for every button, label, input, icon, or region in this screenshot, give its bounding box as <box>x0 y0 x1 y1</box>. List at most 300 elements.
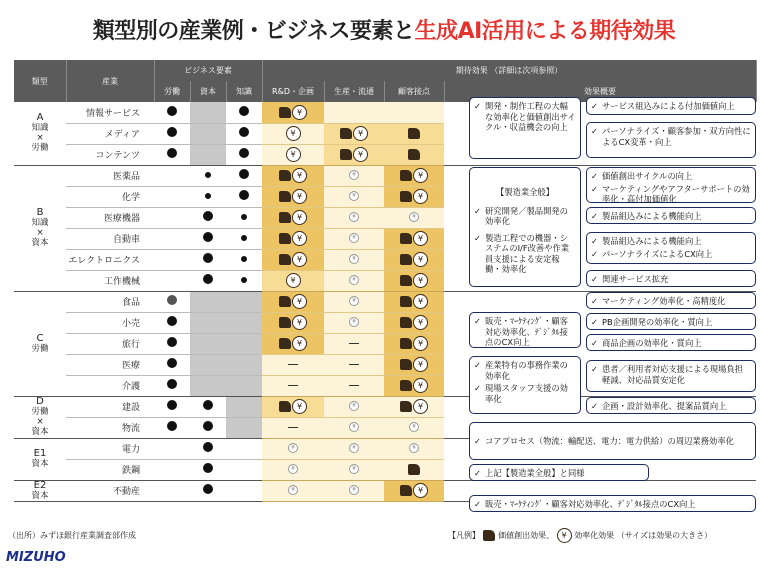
yen-coin-icon: ¥ <box>288 485 298 495</box>
effect-cell <box>384 417 444 438</box>
title-accent: 生成AI活用による期待効果 <box>414 19 676 44</box>
industry-name: 電力 <box>66 438 154 459</box>
effect-cell <box>262 270 324 291</box>
callout-e1: ✓ 上記【製造業全般】と同様 <box>469 464 649 481</box>
biz-cell <box>154 165 190 186</box>
category-sub: × <box>36 417 44 427</box>
industry-name: 旅行 <box>66 333 154 354</box>
category-code: E2 <box>33 479 47 491</box>
yen-coin-icon: ¥ <box>349 254 359 264</box>
biz-cell <box>190 249 226 270</box>
dot-icon <box>203 211 213 221</box>
thumbs-up-icon <box>279 317 291 328</box>
biz-cell <box>190 102 226 123</box>
dot-icon <box>239 169 249 179</box>
effect-cell <box>384 249 444 270</box>
effect-cell <box>262 207 324 228</box>
callout-a-r1: ✓ サービス組込みによる付加価値向上 <box>586 97 756 115</box>
biz-cell <box>154 144 190 165</box>
effect-cell <box>262 375 324 396</box>
biz-cell <box>190 228 226 249</box>
effect-cell <box>384 396 444 417</box>
category-sub: 知識 <box>31 218 49 228</box>
header-capital: 資本 <box>190 81 226 102</box>
category-cell <box>14 480 66 501</box>
biz-cell <box>226 459 262 480</box>
category-code: E1 <box>33 448 47 459</box>
thumbs-up-icon <box>400 296 412 307</box>
yen-coin-icon: ¥ <box>349 464 359 474</box>
dot-icon <box>167 127 177 137</box>
biz-cell <box>154 375 190 396</box>
industry-name: 食品 <box>66 291 154 312</box>
effect-cell <box>262 144 324 165</box>
biz-cell <box>226 291 262 312</box>
industry-name: 化学 <box>66 186 154 207</box>
biz-cell <box>154 396 190 417</box>
biz-cell <box>154 417 190 438</box>
thumbs-up-icon <box>408 464 420 475</box>
thumbs-up-icon <box>408 149 420 160</box>
effect-cell <box>262 165 324 186</box>
callout-e2: ✓ 販売・ﾏｰｹﾃｨﾝｸﾞ・顧客対応効率化、ﾃﾞｼﾞﾀﾙ接点のCX向上 <box>469 495 756 512</box>
yen-coin-icon: ¥ <box>349 401 359 411</box>
biz-cell <box>190 144 226 165</box>
effect-cell <box>324 207 384 228</box>
effect-cell <box>384 354 444 375</box>
callout-c-left2: ✓ 産業特有の事務作業の効率化 ✓ 現場スタッフ支援の効率化 <box>469 356 581 414</box>
industry-name: 介護 <box>66 375 154 396</box>
biz-cell <box>226 417 262 438</box>
callout-d-wide: ✓ コアプロセス（物流：輸配送、電力：電力供給）の周辺業務効率化 <box>469 422 756 460</box>
dot-icon <box>241 256 247 262</box>
effect-cell <box>384 165 444 186</box>
thumbs-up-icon <box>400 338 412 349</box>
biz-cell <box>226 102 262 123</box>
industry-name: 建設 <box>66 396 154 417</box>
biz-cell <box>226 312 262 333</box>
yen-coin-icon: ¥ <box>349 275 359 285</box>
biz-cell <box>226 249 262 270</box>
category-sub: 労働 <box>31 407 49 417</box>
effect-cell <box>262 354 324 375</box>
biz-cell <box>190 165 226 186</box>
effect-cell <box>384 459 444 480</box>
thumbs-up-icon <box>279 254 291 265</box>
title-main: 類型別の産業例・ビジネス要素と <box>92 19 415 44</box>
yen-coin-icon: ¥ <box>292 336 307 351</box>
biz-cell <box>190 459 226 480</box>
category-cell <box>14 102 66 165</box>
callout-a-left: ✓ 開発・制作工程の大幅な効率化と価値創出サイクル・収益機会の向上 <box>469 97 581 159</box>
yen-coin-icon: ¥ <box>292 315 307 330</box>
yen-coin-icon: ¥ <box>413 378 428 393</box>
effect-cell <box>384 144 444 165</box>
dot-icon <box>239 148 249 158</box>
thumbs-up-icon <box>400 317 412 328</box>
biz-cell <box>190 291 226 312</box>
dot-icon <box>239 127 249 137</box>
yen-coin-icon: ¥ <box>413 315 428 330</box>
industry-name: メディア <box>66 123 154 144</box>
effect-cell <box>384 375 444 396</box>
effect-cell <box>324 123 384 144</box>
effect-cell <box>324 333 384 354</box>
callout-c-r4: ✓ 患者／利用者対応支援による現場負担軽減、対応品質安定化 <box>586 360 756 392</box>
biz-cell <box>190 480 226 501</box>
thumbs-up-icon <box>279 191 291 202</box>
effect-cell <box>262 333 324 354</box>
yen-coin-icon: ¥ <box>292 105 307 120</box>
category-sub: 資本 <box>31 490 49 501</box>
industry-name: 情報サービス <box>66 102 154 123</box>
header-labor: 労働 <box>154 81 190 102</box>
mizuho-logo: MIZUHO <box>6 550 66 565</box>
thumbs-up-icon <box>400 233 412 244</box>
thumbs-up-icon <box>279 401 291 412</box>
dot-icon <box>203 253 213 263</box>
industry-name: 鉄鋼 <box>66 459 154 480</box>
dash-icon <box>288 427 298 428</box>
header-industry: 産業 <box>66 60 154 102</box>
effect-cell <box>384 333 444 354</box>
category-sub: 労働 <box>31 143 49 154</box>
thumbs-up-icon <box>279 107 291 118</box>
effect-cell <box>324 270 384 291</box>
effect-cell <box>384 102 444 123</box>
biz-cell <box>154 480 190 501</box>
callout-b-r3: ✓ 製品組込みによる機能向上 ✓ パーソナライズによるCX向上 <box>586 232 756 264</box>
yen-coin-icon: ¥ <box>349 233 359 243</box>
header-type: 類型 <box>14 60 66 102</box>
biz-cell <box>226 354 262 375</box>
biz-cell <box>154 123 190 144</box>
callout-c-r3: ✓ 商品企画の効率化・質向上 <box>586 334 756 351</box>
biz-cell <box>154 207 190 228</box>
dot-icon <box>203 400 213 410</box>
dot-icon <box>167 421 177 431</box>
yen-coin-icon: ¥ <box>557 528 572 543</box>
dot-icon <box>203 442 213 452</box>
thumbs-up-icon <box>400 254 412 265</box>
industry-name: 物流 <box>66 417 154 438</box>
effect-cell <box>262 312 324 333</box>
callout-a-r2: ✓ パーソナライズ・顧客参加・双方向性によるCX変革・向上 <box>586 122 756 158</box>
effect-cell <box>262 438 324 459</box>
effect-cell <box>324 396 384 417</box>
yen-coin-icon: ¥ <box>413 357 428 372</box>
effect-cell <box>324 249 384 270</box>
category-sub: 労働 <box>31 343 49 354</box>
callout-c-r2: ✓ PB企画開発の効率化・質向上 <box>586 313 756 330</box>
effect-cell <box>262 396 324 417</box>
thumbs-up-icon <box>340 149 352 160</box>
effect-cell <box>384 438 444 459</box>
yen-coin-icon: ¥ <box>349 170 359 180</box>
thumbs-up-icon <box>400 275 412 286</box>
effect-cell <box>324 375 384 396</box>
dot-icon <box>167 106 177 116</box>
yen-coin-icon: ¥ <box>292 168 307 183</box>
dot-icon <box>241 235 247 241</box>
header-knowledge: 知識 <box>226 81 262 102</box>
yen-coin-icon: ¥ <box>413 399 428 414</box>
effect-cell <box>324 165 384 186</box>
yen-coin-icon: ¥ <box>413 168 428 183</box>
yen-coin-icon: ¥ <box>286 147 301 162</box>
callout-b-r2: ✓ 製品組込みによる機能向上 <box>586 207 756 224</box>
dot-icon <box>167 295 177 305</box>
biz-cell <box>190 207 226 228</box>
yen-coin-icon: ¥ <box>413 483 428 498</box>
category-sub: 資本 <box>31 427 49 437</box>
thumbs-up-icon <box>483 530 495 541</box>
yen-coin-icon: ¥ <box>413 231 428 246</box>
thumbs-up-icon <box>279 170 291 181</box>
category-sub: × <box>36 133 44 144</box>
biz-cell <box>154 102 190 123</box>
effect-cell <box>262 102 324 123</box>
header-production: 生産・流通 <box>324 81 384 102</box>
callout-b-r4: ✓ 関連サービス拡充 <box>586 270 756 287</box>
biz-cell <box>154 186 190 207</box>
biz-cell <box>190 333 226 354</box>
biz-cell <box>226 228 262 249</box>
biz-cell <box>226 396 262 417</box>
effect-cell <box>262 249 324 270</box>
effect-cell <box>324 291 384 312</box>
biz-cell <box>226 438 262 459</box>
dot-icon <box>167 358 177 368</box>
dot-icon <box>167 379 177 389</box>
effect-cell <box>324 417 384 438</box>
yen-coin-icon: ¥ <box>292 252 307 267</box>
thumbs-up-icon <box>400 359 412 370</box>
biz-cell <box>190 312 226 333</box>
thumbs-up-icon <box>340 128 352 139</box>
industry-name: エレクトロニクス <box>66 249 154 270</box>
biz-cell <box>226 333 262 354</box>
biz-cell <box>154 333 190 354</box>
category-cell <box>14 165 66 291</box>
dot-icon <box>167 400 177 410</box>
callout-b-left: 【製造業全般】 ✓ 研究開発／製品開発の効率化 ✓ 製造工程での機器・システムのI/F改善や作業員支援による安定稼働・効率化 <box>469 167 581 287</box>
biz-cell <box>190 186 226 207</box>
dot-icon <box>167 337 177 347</box>
effect-cell <box>324 438 384 459</box>
category-cell <box>14 438 66 480</box>
dot-icon <box>203 274 213 284</box>
effect-cell <box>384 228 444 249</box>
biz-cell <box>154 249 190 270</box>
effect-cell <box>324 102 384 123</box>
industry-name: 医療機器 <box>66 207 154 228</box>
biz-cell <box>154 312 190 333</box>
biz-cell <box>154 354 190 375</box>
effect-cell <box>262 459 324 480</box>
thumbs-up-icon <box>408 128 420 139</box>
biz-cell <box>154 270 190 291</box>
effect-cell <box>324 459 384 480</box>
biz-cell <box>190 375 226 396</box>
yen-coin-icon: ¥ <box>292 399 307 414</box>
yen-coin-icon: ¥ <box>409 443 419 453</box>
callout-c-left1: ✓ 販売・ﾏｰｹﾃｨﾝｸﾞ・顧客対応効率化、ﾃﾞｼﾞﾀﾙ接点のCX向上 <box>469 312 581 348</box>
dot-icon <box>167 316 177 326</box>
biz-cell <box>190 396 226 417</box>
category-code: B <box>36 207 44 218</box>
yen-coin-icon: ¥ <box>292 189 307 204</box>
dot-icon <box>203 421 213 431</box>
biz-cell <box>226 270 262 291</box>
effect-cell <box>324 480 384 501</box>
yen-coin-icon: ¥ <box>286 273 301 288</box>
dot-icon <box>205 193 211 199</box>
biz-cell <box>190 123 226 144</box>
thumbs-up-icon <box>400 380 412 391</box>
effect-cell <box>262 417 324 438</box>
yen-coin-icon: ¥ <box>349 191 359 201</box>
biz-cell <box>154 459 190 480</box>
effect-cell <box>324 144 384 165</box>
callout-c-r1: ✓ マーケティング効率化・高精度化 <box>586 292 756 309</box>
thumbs-up-icon <box>400 401 412 412</box>
header-rnd: R&D・企画 <box>262 81 324 102</box>
yen-coin-icon: ¥ <box>413 294 428 309</box>
biz-cell <box>190 438 226 459</box>
yen-coin-icon: ¥ <box>353 147 368 162</box>
yen-coin-icon: ¥ <box>353 126 368 141</box>
industry-name: 小売 <box>66 312 154 333</box>
yen-coin-icon: ¥ <box>288 464 298 474</box>
industry-name: 医療 <box>66 354 154 375</box>
page-title <box>0 0 768 58</box>
industry-name: コンテンツ <box>66 144 154 165</box>
dot-icon <box>203 484 213 494</box>
effect-cell <box>384 186 444 207</box>
yen-coin-icon: ¥ <box>413 273 428 288</box>
category-sub: 資本 <box>31 238 49 248</box>
category-code: A <box>36 112 44 124</box>
yen-coin-icon: ¥ <box>349 485 359 495</box>
category-code: D <box>36 396 44 407</box>
dash-icon <box>288 364 298 365</box>
dash-icon <box>349 385 359 386</box>
thumbs-up-icon <box>279 212 291 223</box>
yen-coin-icon: ¥ <box>349 296 359 306</box>
category-sub: 知識 <box>31 123 49 134</box>
callout-d-r1: ✓ 企画・設計効率化、提案品質向上 <box>586 397 756 414</box>
industry-name: 不動産 <box>66 480 154 501</box>
yen-coin-icon: ¥ <box>349 212 359 222</box>
effect-cell <box>384 291 444 312</box>
dot-icon <box>241 214 247 220</box>
category-cell <box>14 396 66 438</box>
effect-cell <box>384 480 444 501</box>
dash-icon <box>288 385 298 386</box>
yen-coin-icon: ¥ <box>292 210 307 225</box>
effect-cell <box>262 186 324 207</box>
effect-cell <box>384 207 444 228</box>
biz-cell <box>154 291 190 312</box>
dot-icon <box>203 463 213 473</box>
effect-cell <box>384 270 444 291</box>
effect-cell <box>262 123 324 144</box>
effect-cell <box>324 354 384 375</box>
yen-coin-icon: ¥ <box>288 443 298 453</box>
yen-coin-icon: ¥ <box>292 294 307 309</box>
header-effect: 期待効果 （詳細は次項参照） <box>262 60 756 81</box>
thumbs-up-icon <box>279 338 291 349</box>
yen-coin-icon: ¥ <box>292 231 307 246</box>
effect-cell <box>384 312 444 333</box>
dash-icon <box>349 343 359 344</box>
category-cell <box>14 291 66 396</box>
dot-icon <box>241 277 247 283</box>
category-sub: × <box>36 228 44 238</box>
biz-cell <box>190 417 226 438</box>
biz-cell <box>154 228 190 249</box>
industry-name: 医薬品 <box>66 165 154 186</box>
biz-cell <box>226 480 262 501</box>
effect-cell <box>262 291 324 312</box>
category-sub: 資本 <box>31 459 49 469</box>
dot-icon <box>167 148 177 158</box>
header-overview: 効果概要 <box>444 81 756 102</box>
biz-cell <box>226 123 262 144</box>
biz-cell <box>190 354 226 375</box>
biz-cell <box>190 270 226 291</box>
dot-icon <box>203 232 213 242</box>
biz-cell <box>226 207 262 228</box>
dash-icon <box>349 364 359 365</box>
header-customer: 顧客接点 <box>384 81 444 102</box>
yen-coin-icon: ¥ <box>286 126 301 141</box>
biz-cell <box>226 165 262 186</box>
effect-cell <box>262 228 324 249</box>
legend: 【凡例】 価値創出効果、 ¥ 効率化効果 （サイズは効果の大きさ） <box>448 528 712 543</box>
thumbs-up-icon <box>400 485 412 496</box>
yen-coin-icon: ¥ <box>349 317 359 327</box>
yen-coin-icon: ¥ <box>413 336 428 351</box>
industry-name: 工作機械 <box>66 270 154 291</box>
header-biz: ビジネス要素 <box>154 60 262 81</box>
thumbs-up-icon <box>400 170 412 181</box>
effect-cell <box>324 186 384 207</box>
effect-cell <box>324 228 384 249</box>
effect-cell <box>384 123 444 144</box>
effect-cell <box>324 312 384 333</box>
effect-cell <box>262 480 324 501</box>
thumbs-up-icon <box>279 233 291 244</box>
yen-coin-icon: ¥ <box>413 252 428 267</box>
dot-icon <box>239 106 249 116</box>
biz-cell <box>226 186 262 207</box>
category-code: C <box>36 332 44 344</box>
yen-coin-icon: ¥ <box>349 443 359 453</box>
source-note: （出所）みずほ銀行産業調査部作成 <box>8 531 136 540</box>
biz-cell <box>154 438 190 459</box>
dot-icon <box>205 172 211 178</box>
yen-coin-icon: ¥ <box>413 189 428 204</box>
biz-cell <box>226 144 262 165</box>
industry-name: 自動車 <box>66 228 154 249</box>
biz-cell <box>226 375 262 396</box>
yen-coin-icon: ¥ <box>409 212 419 222</box>
yen-coin-icon: ¥ <box>409 422 419 432</box>
thumbs-up-icon <box>279 296 291 307</box>
yen-coin-icon: ¥ <box>349 422 359 432</box>
